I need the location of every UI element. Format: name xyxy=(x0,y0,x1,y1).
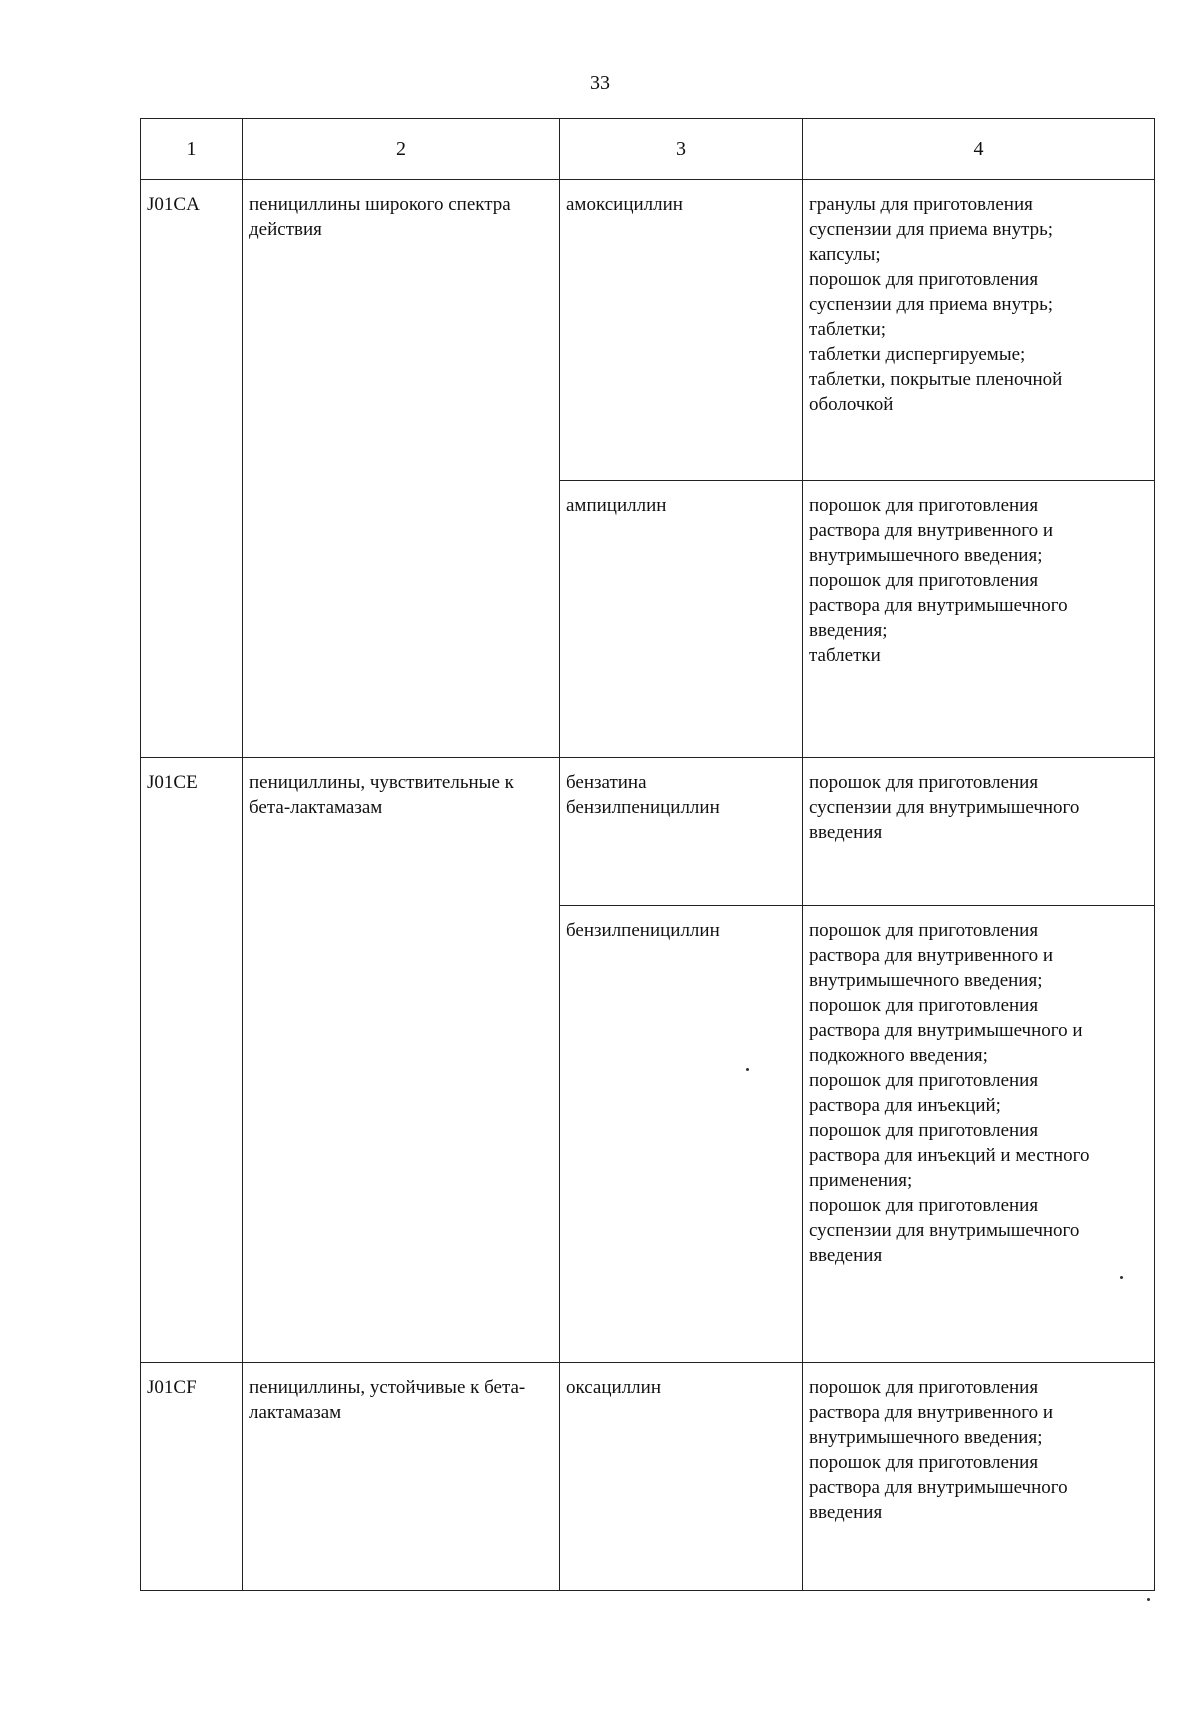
drug-table xyxy=(140,118,1155,1591)
atc-code-cell: J01CE xyxy=(141,758,243,1363)
table-row xyxy=(141,758,1155,906)
drug-name-cell: ампициллин xyxy=(560,481,803,758)
scan-dot xyxy=(1147,1598,1150,1601)
dosage-form-line: порошок для приготовления xyxy=(809,1377,1039,1398)
dosage-form-line: порошок для приготовления xyxy=(809,269,1039,290)
column-header-2: 2 xyxy=(243,119,560,180)
dosage-form-line: применения; xyxy=(809,1170,913,1191)
page-number: 33 xyxy=(590,72,610,94)
dosage-form-line: гранулы для приготовления xyxy=(809,194,1033,215)
dosage-form-line: введения xyxy=(809,822,883,843)
dosage-form-line: внутримышечного введения; xyxy=(809,970,1043,991)
atc-code-cell: J01CA xyxy=(141,180,243,758)
dosage-form-line: введения; xyxy=(809,620,888,641)
dosage-form-line: таблетки диспергируемые; xyxy=(809,344,1026,365)
group-name-cell: пенициллины, устойчивые к бета-лактамазам xyxy=(243,1363,560,1591)
scan-dot xyxy=(1120,1276,1123,1279)
dosage-form-line: суспензии для приема внутрь; xyxy=(809,294,1054,315)
dosage-form-line: подкожного введения; xyxy=(809,1045,988,1066)
dosage-forms-cell xyxy=(803,906,1155,1363)
dosage-form-line: раствора для инъекций; xyxy=(809,1095,1001,1116)
table-row xyxy=(141,1363,1155,1591)
dosage-form-line: таблетки; xyxy=(809,319,887,340)
dosage-form-line: таблетки xyxy=(809,645,881,666)
dosage-form-line: суспензии для внутримышечного xyxy=(809,797,1080,818)
dosage-form-line: порошок для приготовления xyxy=(809,995,1039,1016)
dosage-forms-cell xyxy=(803,481,1155,758)
dosage-form-line: раствора для внутривенного и xyxy=(809,1402,1054,1423)
dosage-form-line: введения xyxy=(809,1502,883,1523)
header-row xyxy=(141,119,1155,180)
dosage-forms-cell xyxy=(803,758,1155,906)
dosage-form-line: порошок для приготовления xyxy=(809,1195,1039,1216)
dosage-form-line: раствора для внутримышечного и xyxy=(809,1020,1083,1041)
dosage-form-line: оболочкой xyxy=(809,394,894,415)
dosage-form-line: раствора для внутривенного и xyxy=(809,945,1054,966)
dosage-form-line: таблетки, покрытые пленочной xyxy=(809,369,1063,390)
dosage-form-line: внутримышечного введения; xyxy=(809,545,1043,566)
drug-name-cell: бензилпенициллин xyxy=(560,906,803,1363)
dosage-form-line: капсулы; xyxy=(809,244,881,265)
dosage-forms-cell xyxy=(803,1363,1155,1591)
table-row xyxy=(141,180,1155,481)
dosage-form-line: порошок для приготовления xyxy=(809,495,1039,516)
dosage-form-line: порошок для приготовления xyxy=(809,1120,1039,1141)
drug-name-cell: бензатина бензилпенициллин xyxy=(560,758,803,906)
column-header-1: 1 xyxy=(141,119,243,180)
column-header-3: 3 xyxy=(560,119,803,180)
scan-dot xyxy=(746,1068,749,1071)
dosage-form-line: раствора для внутримышечного xyxy=(809,1477,1068,1498)
dosage-form-line: раствора для инъекций и местного xyxy=(809,1145,1090,1166)
dosage-form-line: внутримышечного введения; xyxy=(809,1427,1043,1448)
drug-name-cell: амоксициллин xyxy=(560,180,803,481)
dosage-forms-cell xyxy=(803,180,1155,481)
dosage-form-line: порошок для приготовления xyxy=(809,920,1039,941)
column-header-4: 4 xyxy=(803,119,1155,180)
group-name-cell: пенициллины широкого спектра действия xyxy=(243,180,560,758)
dosage-form-line: раствора для внутримышечного xyxy=(809,595,1068,616)
atc-code-cell: J01CF xyxy=(141,1363,243,1591)
dosage-form-line: порошок для приготовления xyxy=(809,772,1039,793)
dosage-form-line: раствора для внутривенного и xyxy=(809,520,1054,541)
dosage-form-line: суспензии для внутримышечного xyxy=(809,1220,1080,1241)
dosage-form-line: суспензии для приема внутрь; xyxy=(809,219,1054,240)
group-name-cell: пенициллины, чувствительные к бета-лактамазам xyxy=(243,758,560,1363)
dosage-form-line: введения xyxy=(809,1245,883,1266)
dosage-form-line: порошок для приготовления xyxy=(809,570,1039,591)
drug-name-cell: оксациллин xyxy=(560,1363,803,1591)
dosage-form-line: порошок для приготовления xyxy=(809,1452,1039,1473)
dosage-form-line: порошок для приготовления xyxy=(809,1070,1039,1091)
